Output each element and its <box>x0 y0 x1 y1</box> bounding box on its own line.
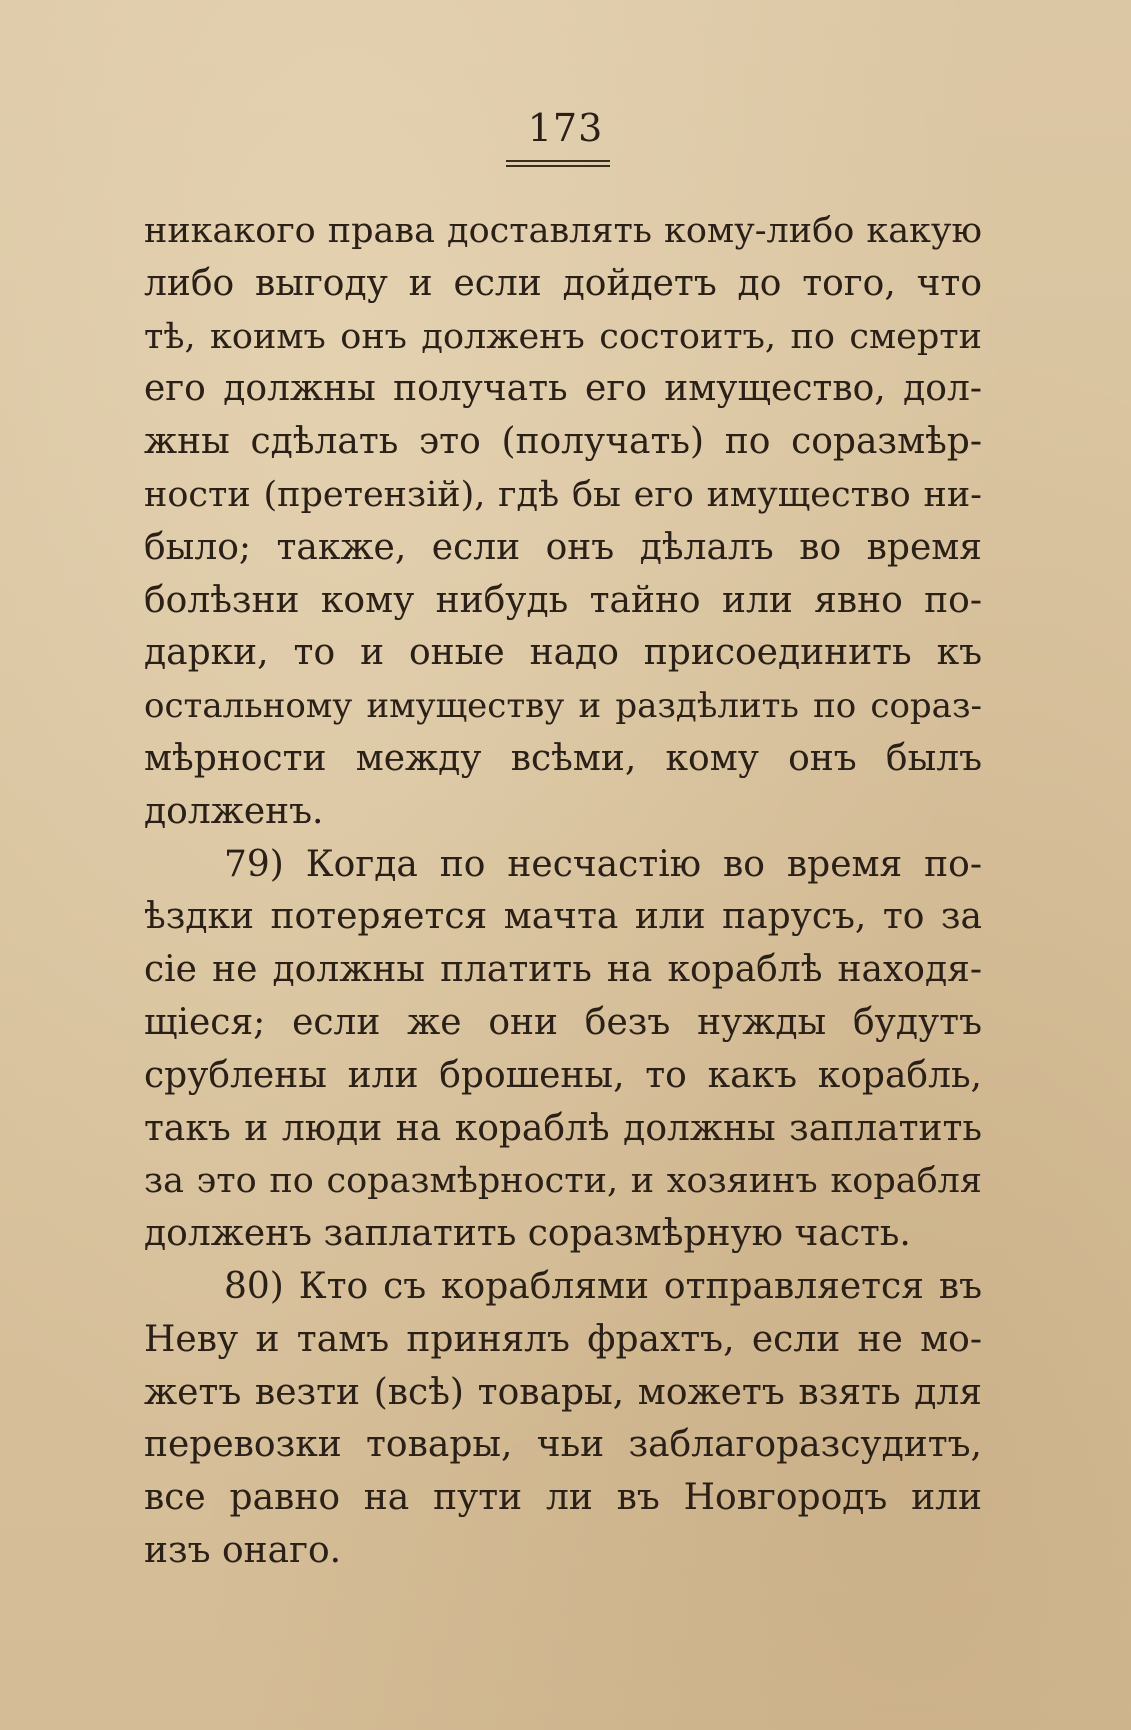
text-line: такъ и люди на кораблѣ должны заплатить <box>144 1107 982 1149</box>
page-number: 173 <box>527 106 604 150</box>
text-line: его должны получать его имущество, дол- <box>144 368 982 410</box>
text-line: 79) Когда по несчастію во время по- <box>224 843 982 885</box>
page-header <box>0 108 1131 148</box>
text-line: за это по соразмѣрности, и хозяинъ корабля <box>144 1161 982 1202</box>
text-line: все равно на пути ли въ Новгородъ или <box>144 1477 982 1519</box>
text-line: долженъ. <box>144 790 324 832</box>
text-line: тѣ, коимъ онъ долженъ состоитъ, по смерти <box>144 316 982 357</box>
body-text <box>144 205 982 1578</box>
text-line: мѣрности между всѣми, кому онъ былъ <box>144 737 982 779</box>
header-double-rule <box>506 160 610 167</box>
text-line: ности (претензій), гдѣ бы его имущество ни- <box>144 474 982 515</box>
text-line: жны сдѣлать это (получать) по соразмѣр- <box>144 421 982 463</box>
text-line: долженъ заплатить соразмѣрную часть. <box>144 1213 911 1255</box>
text-line: ѣздки потеряется мачта или парусъ, то за <box>144 896 982 938</box>
text-line: дарки, то и оные надо присоединить къ <box>144 632 982 674</box>
text-line: срублены или брошены, то какъ корабль, <box>144 1054 982 1096</box>
text-line: либо выгоду и если дойдетъ до того, что <box>144 262 982 304</box>
text-line: никакого права доставлять кому-либо какую <box>144 211 982 251</box>
text-line: Неву и тамъ принялъ фрахтъ, если не мо- <box>144 1318 982 1360</box>
text-line: щіеся; если же они безъ нужды будутъ <box>144 1001 982 1043</box>
text-line: жетъ везти (всѣ) товары, можетъ взять для <box>144 1371 982 1413</box>
text-line: перевозки товары, чьи заблагоразсудитъ, <box>144 1424 982 1466</box>
text-line: 80) Кто съ кораблями отправляется въ <box>224 1265 982 1307</box>
text-line: было; также, если онъ дѣлалъ во время <box>144 526 982 568</box>
text-line: сіе не должны платить на кораблѣ находя- <box>144 949 982 991</box>
text-line: изъ онаго. <box>144 1529 342 1571</box>
text-line: остальному имуществу и раздѣлить по сораз- <box>144 686 982 727</box>
text-line: болѣзни кому нибудь тайно или явно по- <box>144 579 982 621</box>
